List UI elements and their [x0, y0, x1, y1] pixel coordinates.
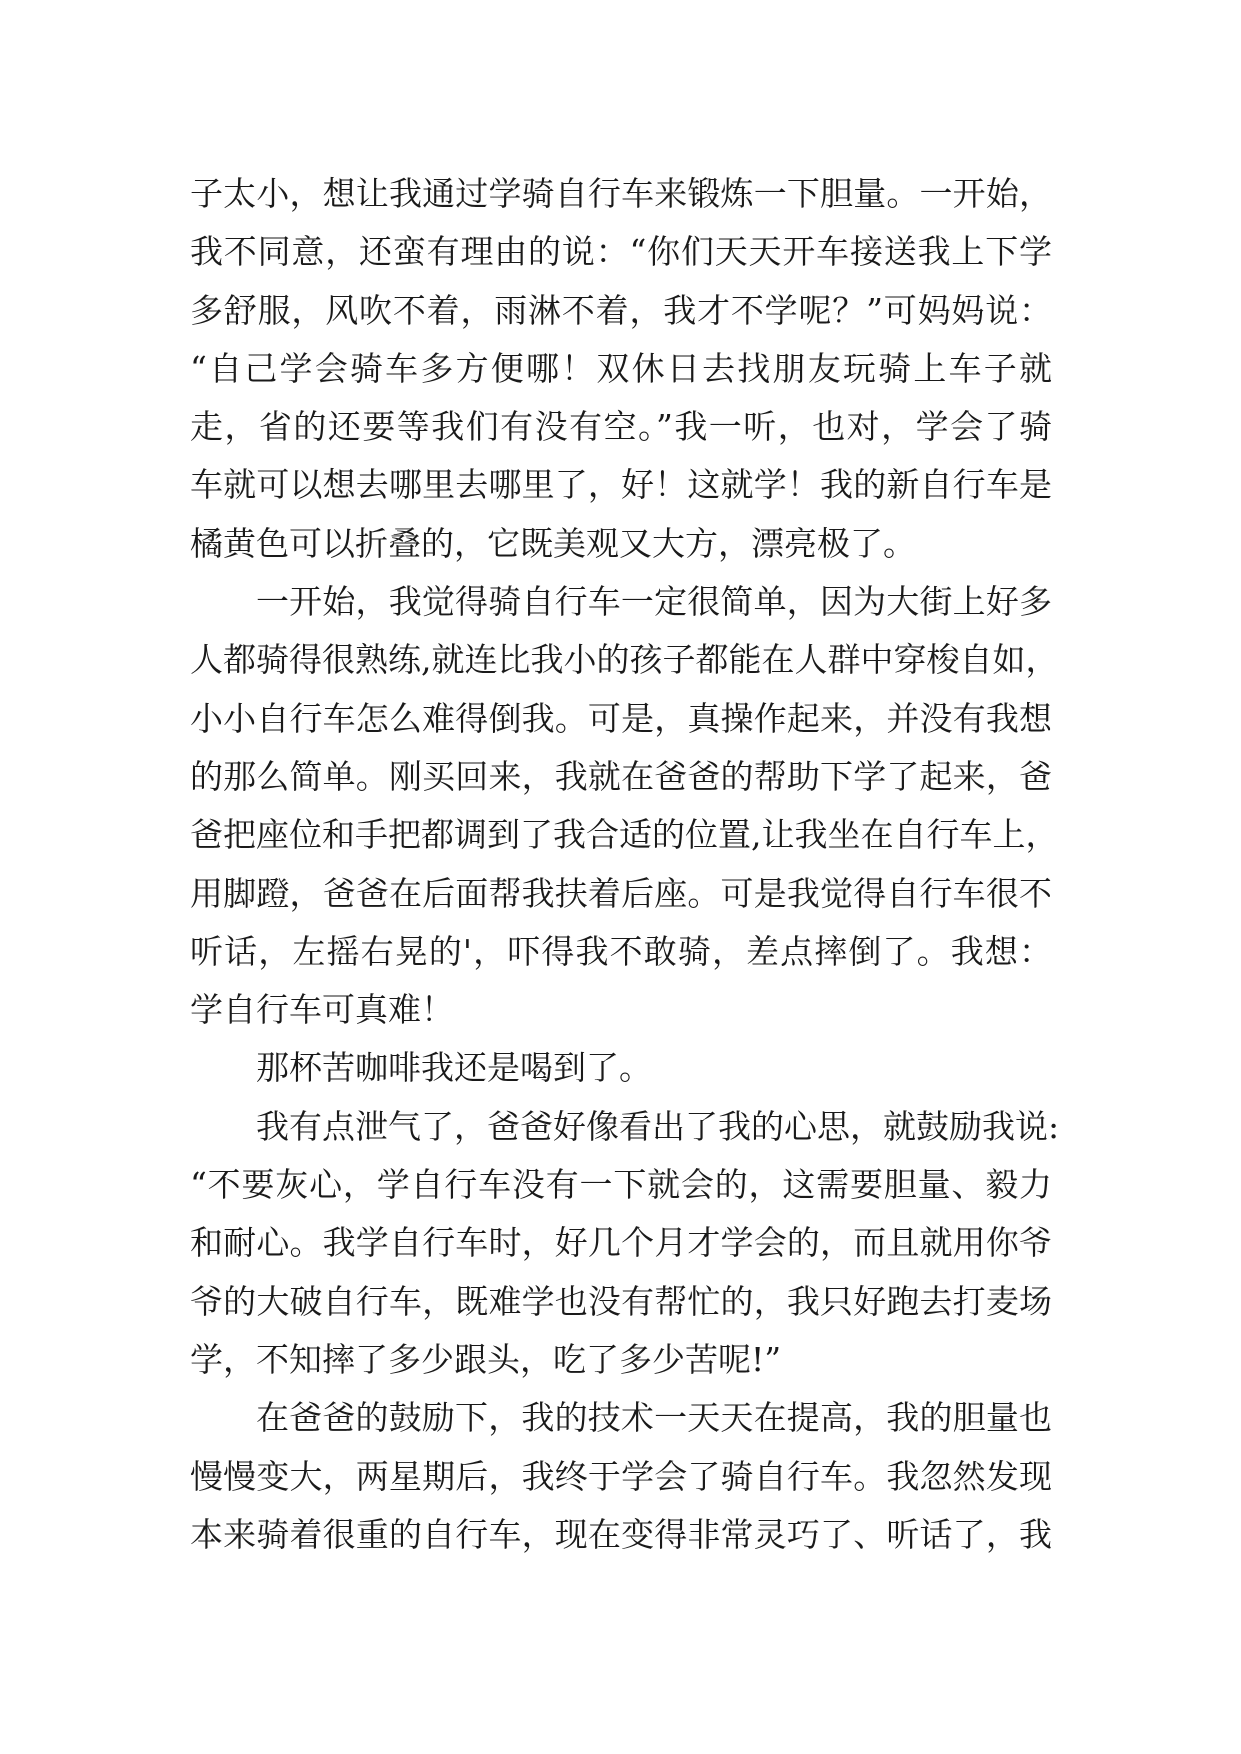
text-line: 用脚蹬，爸爸在后面帮我扶着后座。可是我觉得自行车很不 — [190, 873, 1052, 913]
text-line: 的那么简单。刚买回来，我就在爸爸的帮助下学了起来，爸 — [190, 756, 1052, 796]
text-line: 子太小，想让我通过学骑自行车来锻炼一下胆量。一开始， — [190, 174, 1052, 213]
text-line: “不要灰心，学自行车没有一下就会的，这需要胆量、毅力 — [190, 1165, 1052, 1205]
text-line: 慢慢变大，两星期后，我终于学会了骑自行车。我忽然发现 — [190, 1456, 1052, 1496]
text-line: 本来骑着很重的自行车，现在变得非常灵巧了、听话了，我 — [190, 1514, 1052, 1554]
text-line: 学，不知摔了多少跟头，吃了多少苦呢!” — [190, 1339, 782, 1379]
text-line: 和耐心。我学自行车时，好几个月才学会的，而且就用你爷 — [190, 1223, 1052, 1263]
text-line: 我有点泄气了，爸爸好像看出了我的心思，就鼓励我说: — [256, 1106, 1060, 1146]
text-line: 那杯苦咖啡我还是喝到了。 — [256, 1048, 652, 1088]
text-line: 我不同意，还蛮有理由的说：“你们天天开车接送我上下学 — [190, 232, 1052, 272]
text-line: 在爸爸的鼓励下，我的技术一天天在提高，我的胆量也 — [256, 1398, 1052, 1438]
text-line: 橘黄色可以折叠的，它既美观又大方，漂亮极了。 — [190, 523, 916, 563]
text-line: 爷的大破自行车，既难学也没有帮忙的，我只好跑去打麦场 — [190, 1281, 1052, 1321]
text-line: 车就可以想去哪里去哪里了，好！这就学！我的新自行车是 — [190, 465, 1052, 505]
text-line: “自己学会骑车多方便哪！双休日去找朋友玩骑上车子就 — [190, 348, 1052, 388]
text-line: 走，省的还要等我们有没有空。”我一听，也对，学会了骑 — [190, 407, 1052, 447]
essay-body — [190, 165, 1060, 1564]
text-line: 多舒服，风吹不着，雨淋不着，我才不学呢？”可妈妈说： — [190, 290, 1052, 330]
text-line: 学自行车可真难！ — [190, 990, 454, 1030]
text-line: 小小自行车怎么难得倒我。可是，真操作起来，并没有我想 — [190, 698, 1052, 738]
text-line: 一开始，我觉得骑自行车一定很简单，因为大街上好多 — [256, 582, 1052, 622]
text-line: 人都骑得很熟练,就连比我小的孩子都能在人群中穿梭自如， — [190, 640, 1059, 680]
text-line: 爸把座位和手把都调到了我合适的位置,让我坐在自行车上， — [190, 815, 1059, 855]
text-line: 听话，左摇右晃的'，吓得我不敢骑，差点摔倒了。我想： — [190, 931, 1052, 971]
